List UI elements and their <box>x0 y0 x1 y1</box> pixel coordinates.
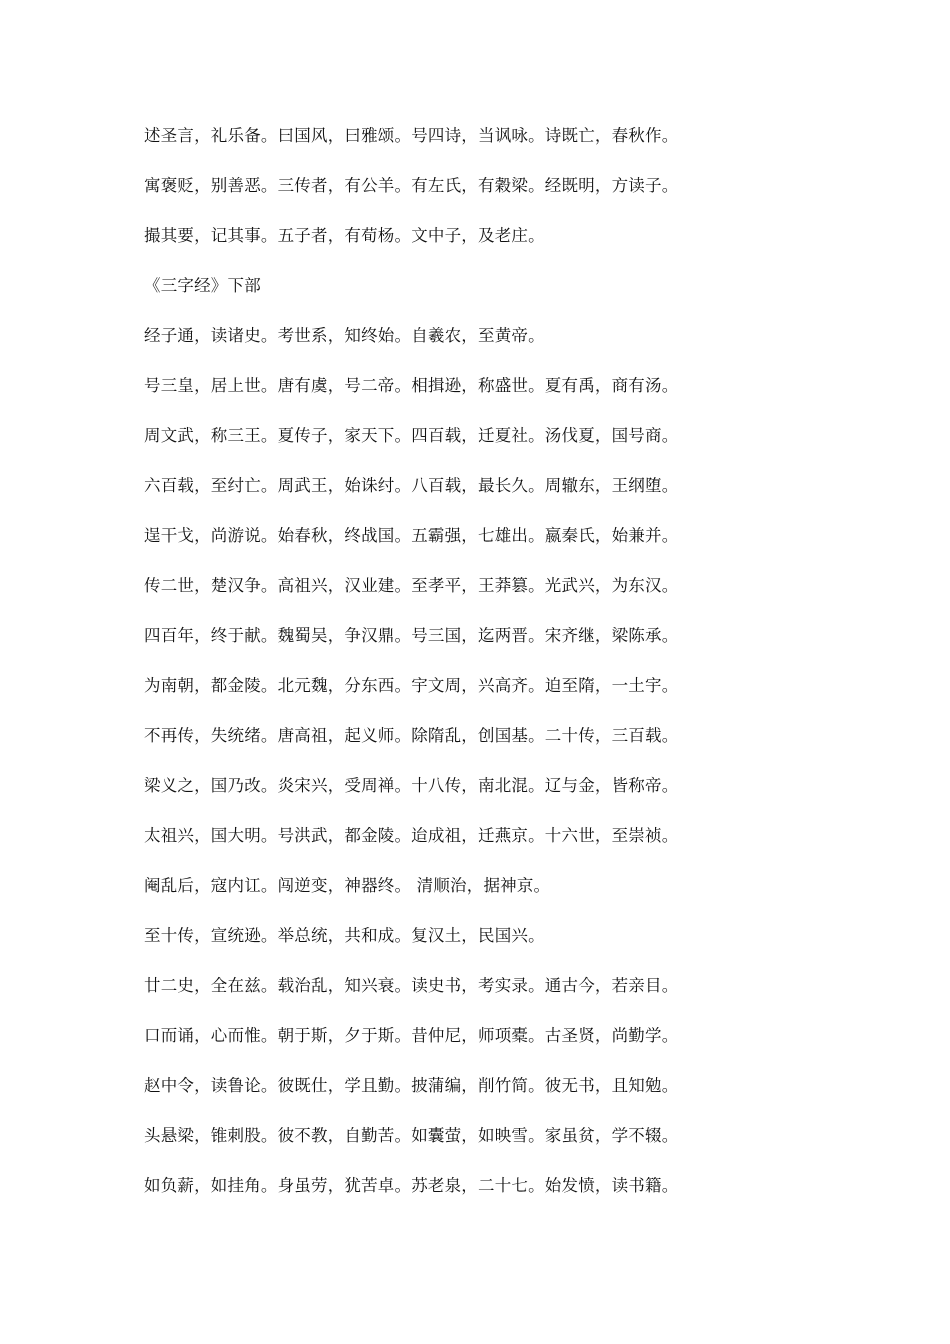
text-line-3: 撮其要，记其事。五子者，有荀杨。文中子，及老庄。 <box>144 226 545 245</box>
text-line-15: 太祖兴，国大明。号洪武，都金陵。迨成祖，迁燕京。十六世，至崇祯。 <box>144 826 679 845</box>
text-line-22: 如负薪，如挂角。身虽劳，犹苦卓。苏老泉，二十七。始发愤，读书籍。 <box>144 1176 679 1195</box>
text-line-2: 寓褒贬，别善恶。三传者，有公羊。有左氏，有穀梁。经既明，方读子。 <box>144 176 679 195</box>
text-line-9: 逞干戈，尚游说。始春秋，终战国。五霸强，七雄出。嬴秦氏，始兼并。 <box>144 526 679 545</box>
text-line-16: 阉乱后，寇内讧。闯逆变，神器终。 清顺治，据神京。 <box>144 876 551 895</box>
text-line-18: 廿二史，全在兹。载治乱，知兴衰。读史书，考实录。通古今，若亲目。 <box>144 976 679 995</box>
text-line-20: 赵中令，读鲁论。彼既仕，学且勤。披蒲编，削竹简。彼无书，且知勉。 <box>144 1076 679 1095</box>
text-line-14: 梁义之，国乃改。炎宋兴，受周禅。十八传，南北混。辽与金，皆称帝。 <box>144 776 679 795</box>
text-line-12: 为南朝，都金陵。北元魏，分东西。宇文周，兴高齐。迫至隋，一土宇。 <box>144 676 679 695</box>
text-line-7: 周文武，称三王。夏传子，家天下。四百载，迁夏社。汤伐夏，国号商。 <box>144 426 679 445</box>
text-line-8: 六百载，至纣亡。周武王，始诛纣。八百载，最长久。周辙东，王纲堕。 <box>144 476 679 495</box>
text-line-11: 四百年，终于献。魏蜀吴，争汉鼎。号三国，迄两晋。宋齐继，梁陈承。 <box>144 626 679 645</box>
text-line-19: 口而诵，心而惟。朝于斯，夕于斯。昔仲尼，师项橐。古圣贤，尚勤学。 <box>144 1026 679 1045</box>
text-body <box>144 122 704 1222</box>
text-line-21: 头悬梁，锥刺股。彼不教，自勤苦。如囊萤，如映雪。家虽贫，学不辍。 <box>144 1126 679 1145</box>
text-line-1: 述圣言，礼乐备。曰国风，曰雅颂。号四诗，当讽咏。诗既亡，春秋作。 <box>144 126 679 145</box>
text-line-5: 经子通，读诸史。考世系，知终始。自羲农，至黄帝。 <box>144 326 545 345</box>
text-line-17: 至十传，宣统逊。举总统，共和成。复汉土，民国兴。 <box>144 926 545 945</box>
section-heading: 《三字经》下部 <box>144 276 261 295</box>
text-line-10: 传二世，楚汉争。高祖兴，汉业建。至孝平，王莽篡。光武兴，为东汉。 <box>144 576 679 595</box>
text-line-13: 不再传，失统绪。唐高祖，起义师。除隋乱，创国基。二十传，三百载。 <box>144 726 679 745</box>
text-line-6: 号三皇，居上世。唐有虞，号二帝。相揖逊，称盛世。夏有禹，商有汤。 <box>144 376 679 395</box>
